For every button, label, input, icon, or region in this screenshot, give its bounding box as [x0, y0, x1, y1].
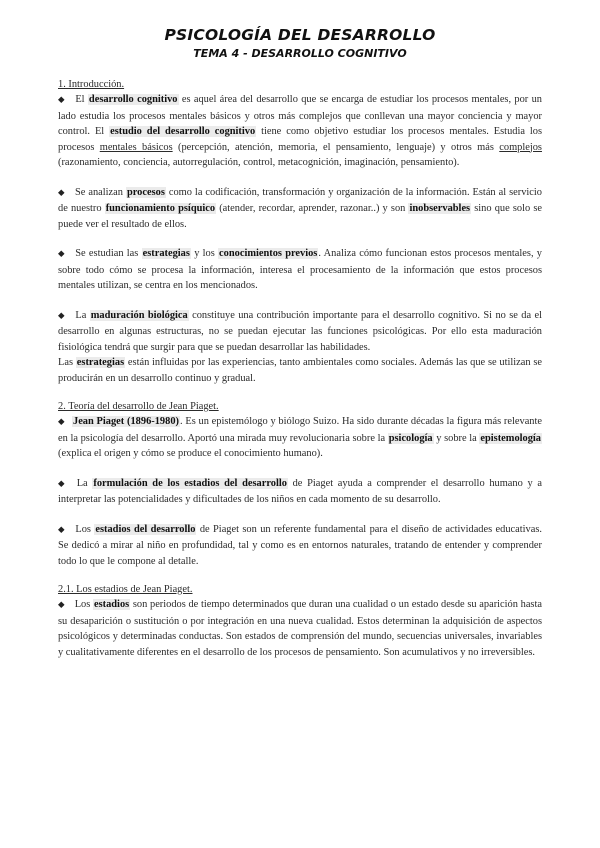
highlight-term: estadios — [93, 599, 130, 610]
highlight-term: funcionamiento psíquico — [105, 203, 216, 214]
underlined-term: mentales básicos — [99, 141, 173, 153]
document-subtitle: TEMA 4 - DESARROLLO COGNITIVO — [193, 47, 407, 60]
diamond-bullet-icon: ◆ — [58, 95, 65, 105]
diamond-bullet-icon: ◆ — [58, 187, 65, 198]
highlight-term: estudio del desarrollo cognitivo — [110, 126, 256, 137]
section-heading-estadios-piaget: 2.1. Los estadios de Jean Piaget. — [58, 584, 193, 595]
document-title: PSICOLOGÍA DEL DESARROLLO — [164, 26, 436, 44]
paragraph-estrategias: ◆ Se estudian las estrategias y los conocimientos previos. Analiza cómo funcionan estos procesos mentales, y sobre todo cómo se procesa la información, interesa el procesamiento de la información que estos procesos mentales utilizan, se centra en los mencionados. — [58, 248, 542, 291]
highlight-term: psicología — [388, 432, 433, 444]
highlight-term: maduración biológica — [90, 309, 188, 321]
highlight-term: estadios del desarrollo — [95, 523, 196, 535]
underlined-term: complejos — [499, 141, 542, 153]
highlight-term: estrategias — [76, 357, 125, 368]
highlight-term: conocimientos previos — [219, 248, 318, 259]
paragraph-estadios-referente: ◆ Los estadios del desarrollo de Piaget son un referente fundamental para el diseño de actividades educativas. Se dedicó a mirar al niño en profundidad, tal y como es en entornos naturales, tratando de entender y comprender todo lo que le compone al detalle. — [58, 523, 542, 567]
diamond-bullet-icon: ◆ — [58, 600, 65, 610]
highlight-term: formulación de los estadios del desarrollo — [93, 477, 287, 489]
section-heading-teoria-piaget: 2. Teoría del desarrollo de Jean Piaget. — [58, 401, 219, 412]
highlight-term: Jean Piaget (1896-1980) — [73, 416, 179, 427]
diamond-bullet-icon: ◆ — [58, 417, 65, 427]
highlight-term: estrategias — [142, 248, 190, 259]
highlight-term: desarrollo cognitivo — [88, 94, 178, 105]
paragraph-desarrollo-cognitivo: ◆ El desarrollo cognitivo es aquel área del desarrollo que se encarga de estudiar los procesos mentales, por un lado estudia los procesos mentales básicos y otros más complejos que conllevan una mayor conciencia y mayor control. El estudio del desarrollo cognitivo tiene como objetivo estudiar los procesos mentales. Estudia los procesos mentales básicos (percepción, atención, memoria, el pensamiento, lenguaje) y otros más complejos (razonamiento, conciencia, autorregulación, control, metacognición, imaginación, pensamiento). — [58, 94, 543, 168]
section-heading-introduccion: 1. Introducción. — [58, 79, 125, 90]
paragraph-formulacion-estadios: ◆ La formulación de los estadios del desarrollo de Piaget ayuda a comprender el desarrollo humano y a interpretar las potencialidades y dificultades de los niños en cada momento de su desarrollo. — [58, 477, 543, 505]
paragraph-jean-piaget: ◆ Jean Piaget (1896-1980). Es un epistemólogo y biólogo Suizo. Ha sido durante décadas la figura más relevante en la psicología del desarrollo. Aportó una mirada muy revolucionaria sobre la psicología y sobre la epistemología (explica el origen y cómo se produce el conocimiento humano). — [58, 416, 542, 459]
paragraph-procesos: ◆ Se analizan procesos como la codificación, transformación y organización de la información. Están al servicio de nuestro funcionamiento psíquico (atender, recordar, aprender, razonar..) y son inobservables sino que solo se puede ver el resultado de ellos. — [58, 186, 542, 230]
diamond-bullet-icon: ◆ — [58, 478, 65, 489]
paragraph-estrategias-influidas: Las estrategias están influidas por las experiencias, tanto ambientales como sociales. Además las que se utilizan se producirán en un desarrollo continuo y gradual. — [58, 357, 542, 384]
paragraph-maduracion: ◆ La maduración biológica constituye una contribución importante para el desarrollo cognitivo. Si no se da el desarrollo en algunas estructuras, no se puedan ejecutar las funciones psicológicas. Por ello esta maduración fisiológica tendrá que surgir para que se puedan desarrollar las habilidades. — [58, 309, 543, 353]
diamond-bullet-icon: ◆ — [58, 249, 65, 259]
highlight-term: epistemología — [480, 432, 541, 444]
highlight-term: inobservables — [409, 203, 471, 214]
highlight-term: procesos — [126, 186, 165, 198]
paragraph-estadios-definicion: ◆ Los estadios son periodos de tiempo determinados que duran una cualidad o un estado desde su aparición hasta su desaparición o sustitución o por integración en una nueva cualidad. Estos determinan la adquisición de aspectos psicológicos y determinadas conductas. Son estados de comprensión del mundo, secuencias universales, invariables y cualitativamente diferentes en el desarrollo de los procesos de pensamiento. Son acumulativos y no irreversibles. — [58, 599, 542, 658]
diamond-bullet-icon: ◆ — [58, 310, 65, 321]
diamond-bullet-icon: ◆ — [58, 524, 65, 535]
